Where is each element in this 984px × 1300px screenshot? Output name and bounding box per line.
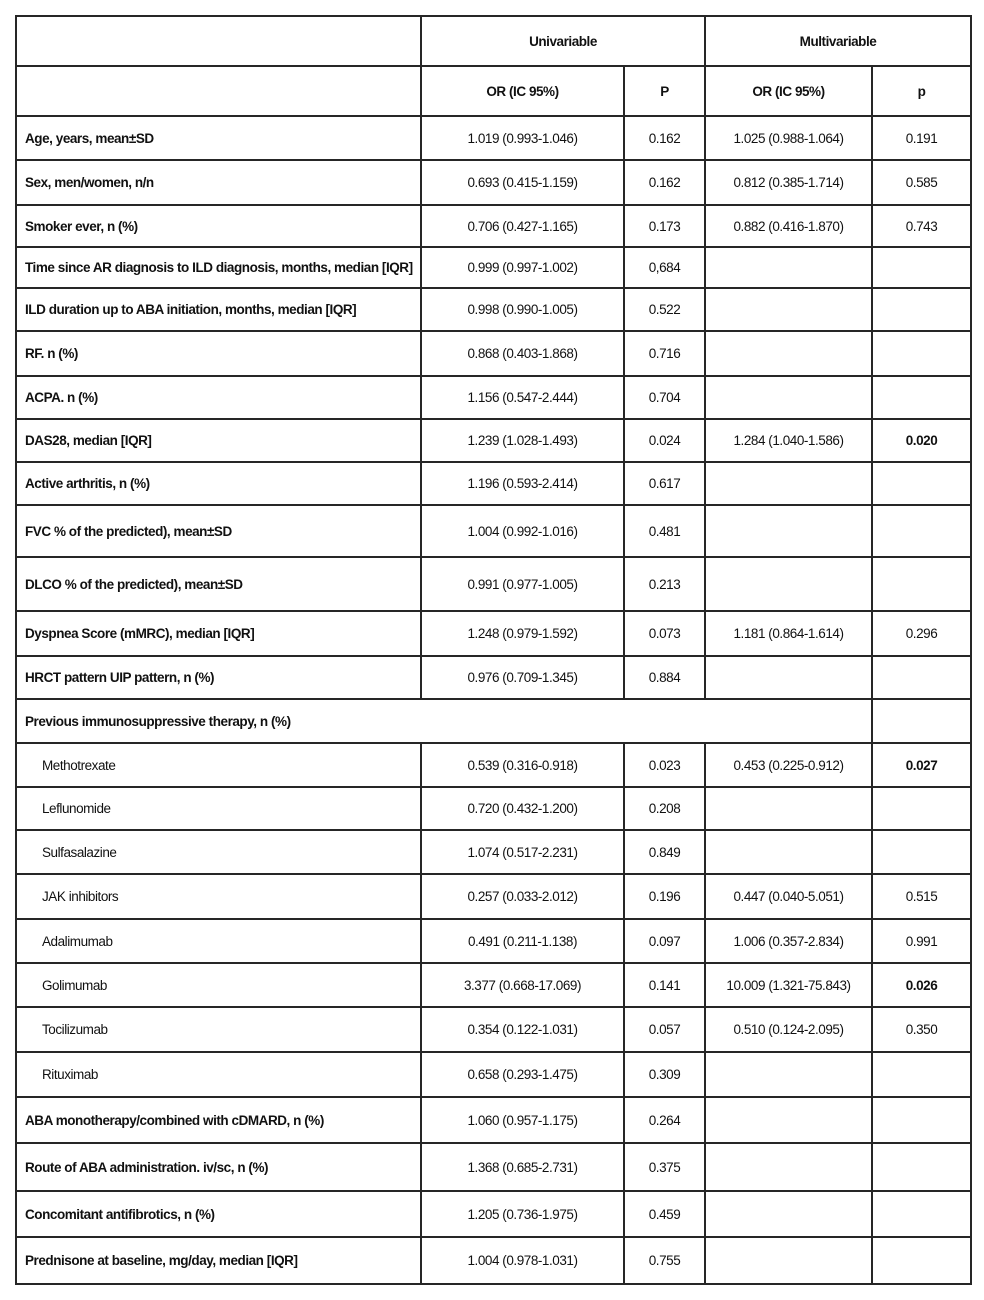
table-row: [16, 160, 971, 205]
or-univariable: 0.693 (0.415-1.159): [421, 160, 624, 205]
variable-label: Tocilizumab: [16, 1007, 421, 1052]
or-univariable: 1.019 (0.993-1.046): [421, 116, 624, 160]
or-univariable: 0.991 (0.977-1.005): [421, 557, 624, 611]
table-row: [16, 205, 971, 247]
table-row: [16, 462, 971, 505]
p-multivariable: 0.743: [872, 205, 971, 247]
p-multivariable: [872, 1097, 971, 1143]
table-row: [16, 611, 971, 656]
variable-label: ABA monotherapy/combined with cDMARD, n (%): [16, 1097, 421, 1143]
variable-label: Concomitant antifibrotics, n (%): [16, 1191, 421, 1237]
table-row: [16, 1097, 971, 1143]
or-univariable: 1.074 (0.517-2.231): [421, 830, 624, 874]
or-univariable: 1.205 (0.736-1.975): [421, 1191, 624, 1237]
p-multivariable: 0.585: [872, 160, 971, 205]
header-multivariable: Multivariable: [705, 16, 971, 66]
table-row: [16, 919, 971, 963]
or-multivariable: 1.181 (0.864-1.614): [705, 611, 872, 656]
variable-label: HRCT pattern UIP pattern, n (%): [16, 656, 421, 699]
or-multivariable: [705, 331, 872, 376]
p-univariable: 0.073: [624, 611, 705, 656]
p-univariable: 0.716: [624, 331, 705, 376]
header-p-multivariable: p: [872, 66, 971, 116]
or-multivariable: [705, 830, 872, 874]
variable-label: Route of ABA administration. iv/sc, n (%): [16, 1143, 421, 1191]
table-row: [16, 743, 971, 787]
table-row: [16, 376, 971, 419]
or-multivariable: 1.006 (0.357-2.834): [705, 919, 872, 963]
or-univariable: 1.004 (0.992-1.016): [421, 505, 624, 557]
variable-label: ACPA. n (%): [16, 376, 421, 419]
p-univariable: 0.309: [624, 1052, 705, 1097]
or-univariable: 0.658 (0.293-1.475): [421, 1052, 624, 1097]
table-row: [16, 116, 971, 160]
variable-label: Time since AR diagnosis to ILD diagnosis, months, median [IQR]: [16, 247, 421, 288]
variable-label: Active arthritis, n (%): [16, 462, 421, 505]
or-univariable: 1.004 (0.978-1.031): [421, 1237, 624, 1284]
or-univariable: 1.368 (0.685-2.731): [421, 1143, 624, 1191]
or-multivariable: [705, 376, 872, 419]
p-univariable: 0.024: [624, 419, 705, 462]
or-univariable: 1.060 (0.957-1.175): [421, 1097, 624, 1143]
or-multivariable: [705, 1191, 872, 1237]
table-row: [16, 419, 971, 462]
or-multivariable: 1.284 (1.040-1.586): [705, 419, 872, 462]
or-multivariable: [705, 462, 872, 505]
p-univariable: 0.884: [624, 656, 705, 699]
table-row: [16, 557, 971, 611]
table-row: [16, 874, 971, 919]
section-row: [16, 699, 971, 743]
table-row: [16, 1143, 971, 1191]
p-univariable: 0,684: [624, 247, 705, 288]
or-univariable: 0.257 (0.033-2.012): [421, 874, 624, 919]
p-multivariable: 0.296: [872, 611, 971, 656]
table-row: [16, 963, 971, 1007]
section-label: Previous immunosuppressive therapy, n (%): [16, 699, 872, 743]
variable-label: Adalimumab: [16, 919, 421, 963]
header-or-multivariable: OR (IC 95%): [705, 66, 872, 116]
header-empty-cell: [16, 16, 421, 66]
or-univariable: 1.196 (0.593-2.414): [421, 462, 624, 505]
p-multivariable: [872, 376, 971, 419]
variable-label: Leflunomide: [16, 787, 421, 830]
or-univariable: 0.354 (0.122-1.031): [421, 1007, 624, 1052]
p-multivariable: 0.350: [872, 1007, 971, 1052]
p-multivariable: [872, 1052, 971, 1097]
variable-label: Rituximab: [16, 1052, 421, 1097]
table-row: [16, 1191, 971, 1237]
p-univariable: 0.481: [624, 505, 705, 557]
header-row-groups: [16, 16, 971, 66]
p-univariable: 0.141: [624, 963, 705, 1007]
table-row: [16, 288, 971, 331]
header-p-univariable: P: [624, 66, 705, 116]
p-univariable: 0.213: [624, 557, 705, 611]
p-univariable: 0.097: [624, 919, 705, 963]
p-univariable: 0.375: [624, 1143, 705, 1191]
or-multivariable: [705, 1097, 872, 1143]
variable-label: DLCO % of the predicted), mean±SD: [16, 557, 421, 611]
p-multivariable: [872, 830, 971, 874]
p-univariable: 0.162: [624, 160, 705, 205]
p-multivariable: [872, 787, 971, 830]
or-univariable: 1.239 (1.028-1.493): [421, 419, 624, 462]
table-row: [16, 656, 971, 699]
p-multivariable: 0.026: [872, 963, 971, 1007]
p-univariable: 0.173: [624, 205, 705, 247]
table-row: [16, 505, 971, 557]
p-univariable: 0.704: [624, 376, 705, 419]
p-multivariable: [872, 462, 971, 505]
p-multivariable: [872, 331, 971, 376]
p-multivariable: [872, 247, 971, 288]
p-multivariable: [872, 1191, 971, 1237]
or-multivariable: 0.447 (0.040-5.051): [705, 874, 872, 919]
p-multivariable: 0.991: [872, 919, 971, 963]
p-multivariable: [872, 656, 971, 699]
or-multivariable: [705, 557, 872, 611]
variable-label: Sulfasalazine: [16, 830, 421, 874]
or-univariable: 1.248 (0.979-1.592): [421, 611, 624, 656]
p-multivariable: [872, 1237, 971, 1284]
or-univariable: 3.377 (0.668-17.069): [421, 963, 624, 1007]
p-univariable: 0.755: [624, 1237, 705, 1284]
or-multivariable: [705, 1143, 872, 1191]
variable-label: ILD duration up to ABA initiation, months, median [IQR]: [16, 288, 421, 331]
or-multivariable: [705, 1237, 872, 1284]
table-row: [16, 787, 971, 830]
or-multivariable: [705, 656, 872, 699]
or-multivariable: 0.453 (0.225-0.912): [705, 743, 872, 787]
table-row: [16, 247, 971, 288]
header-or-univariable: OR (IC 95%): [421, 66, 624, 116]
p-univariable: 0.522: [624, 288, 705, 331]
p-multivariable: [872, 557, 971, 611]
p-multivariable: 0.515: [872, 874, 971, 919]
regression-table: [15, 15, 972, 1285]
variable-label: Smoker ever, n (%): [16, 205, 421, 247]
table-row: [16, 331, 971, 376]
variable-label: Prednisone at baseline, mg/day, median [IQR]: [16, 1237, 421, 1284]
table-row: [16, 1237, 971, 1284]
or-multivariable: 0.882 (0.416-1.870): [705, 205, 872, 247]
variable-label: RF. n (%): [16, 331, 421, 376]
or-multivariable: 0.812 (0.385-1.714): [705, 160, 872, 205]
or-univariable: 0.491 (0.211-1.138): [421, 919, 624, 963]
or-univariable: 0.539 (0.316-0.918): [421, 743, 624, 787]
p-univariable: 0.264: [624, 1097, 705, 1143]
variable-label: DAS28, median [IQR]: [16, 419, 421, 462]
or-multivariable: [705, 505, 872, 557]
variable-label: JAK inhibitors: [16, 874, 421, 919]
or-univariable: 0.868 (0.403-1.868): [421, 331, 624, 376]
or-univariable: 0.999 (0.997-1.002): [421, 247, 624, 288]
or-multivariable: 0.510 (0.124-2.095): [705, 1007, 872, 1052]
table-row: [16, 1007, 971, 1052]
or-multivariable: 10.009 (1.321-75.843): [705, 963, 872, 1007]
variable-label: Age, years, mean±SD: [16, 116, 421, 160]
table-row: [16, 1052, 971, 1097]
p-univariable: 0.849: [624, 830, 705, 874]
or-multivariable: [705, 288, 872, 331]
variable-label: FVC % of the predicted), mean±SD: [16, 505, 421, 557]
or-univariable: 1.156 (0.547-2.444): [421, 376, 624, 419]
or-univariable: 0.720 (0.432-1.200): [421, 787, 624, 830]
or-multivariable: [705, 787, 872, 830]
p-univariable: 0.459: [624, 1191, 705, 1237]
p-univariable: 0.196: [624, 874, 705, 919]
p-multivariable: 0.191: [872, 116, 971, 160]
p-multivariable: [872, 505, 971, 557]
empty-cell: [872, 699, 971, 743]
or-multivariable: [705, 247, 872, 288]
p-univariable: 0.162: [624, 116, 705, 160]
or-univariable: 0.976 (0.709-1.345): [421, 656, 624, 699]
or-multivariable: [705, 1052, 872, 1097]
header-row-columns: [16, 66, 971, 116]
or-multivariable: 1.025 (0.988-1.064): [705, 116, 872, 160]
p-univariable: 0.617: [624, 462, 705, 505]
p-multivariable: 0.020: [872, 419, 971, 462]
p-multivariable: 0.027: [872, 743, 971, 787]
p-univariable: 0.208: [624, 787, 705, 830]
or-univariable: 0.706 (0.427-1.165): [421, 205, 624, 247]
header-empty-cell: [16, 66, 421, 116]
header-univariable: Univariable: [421, 16, 705, 66]
p-multivariable: [872, 288, 971, 331]
p-multivariable: [872, 1143, 971, 1191]
variable-label: Dyspnea Score (mMRC), median [IQR]: [16, 611, 421, 656]
variable-label: Methotrexate: [16, 743, 421, 787]
table-row: [16, 830, 971, 874]
p-univariable: 0.057: [624, 1007, 705, 1052]
p-univariable: 0.023: [624, 743, 705, 787]
or-univariable: 0.998 (0.990-1.005): [421, 288, 624, 331]
variable-label: Golimumab: [16, 963, 421, 1007]
variable-label: Sex, men/women, n/n: [16, 160, 421, 205]
